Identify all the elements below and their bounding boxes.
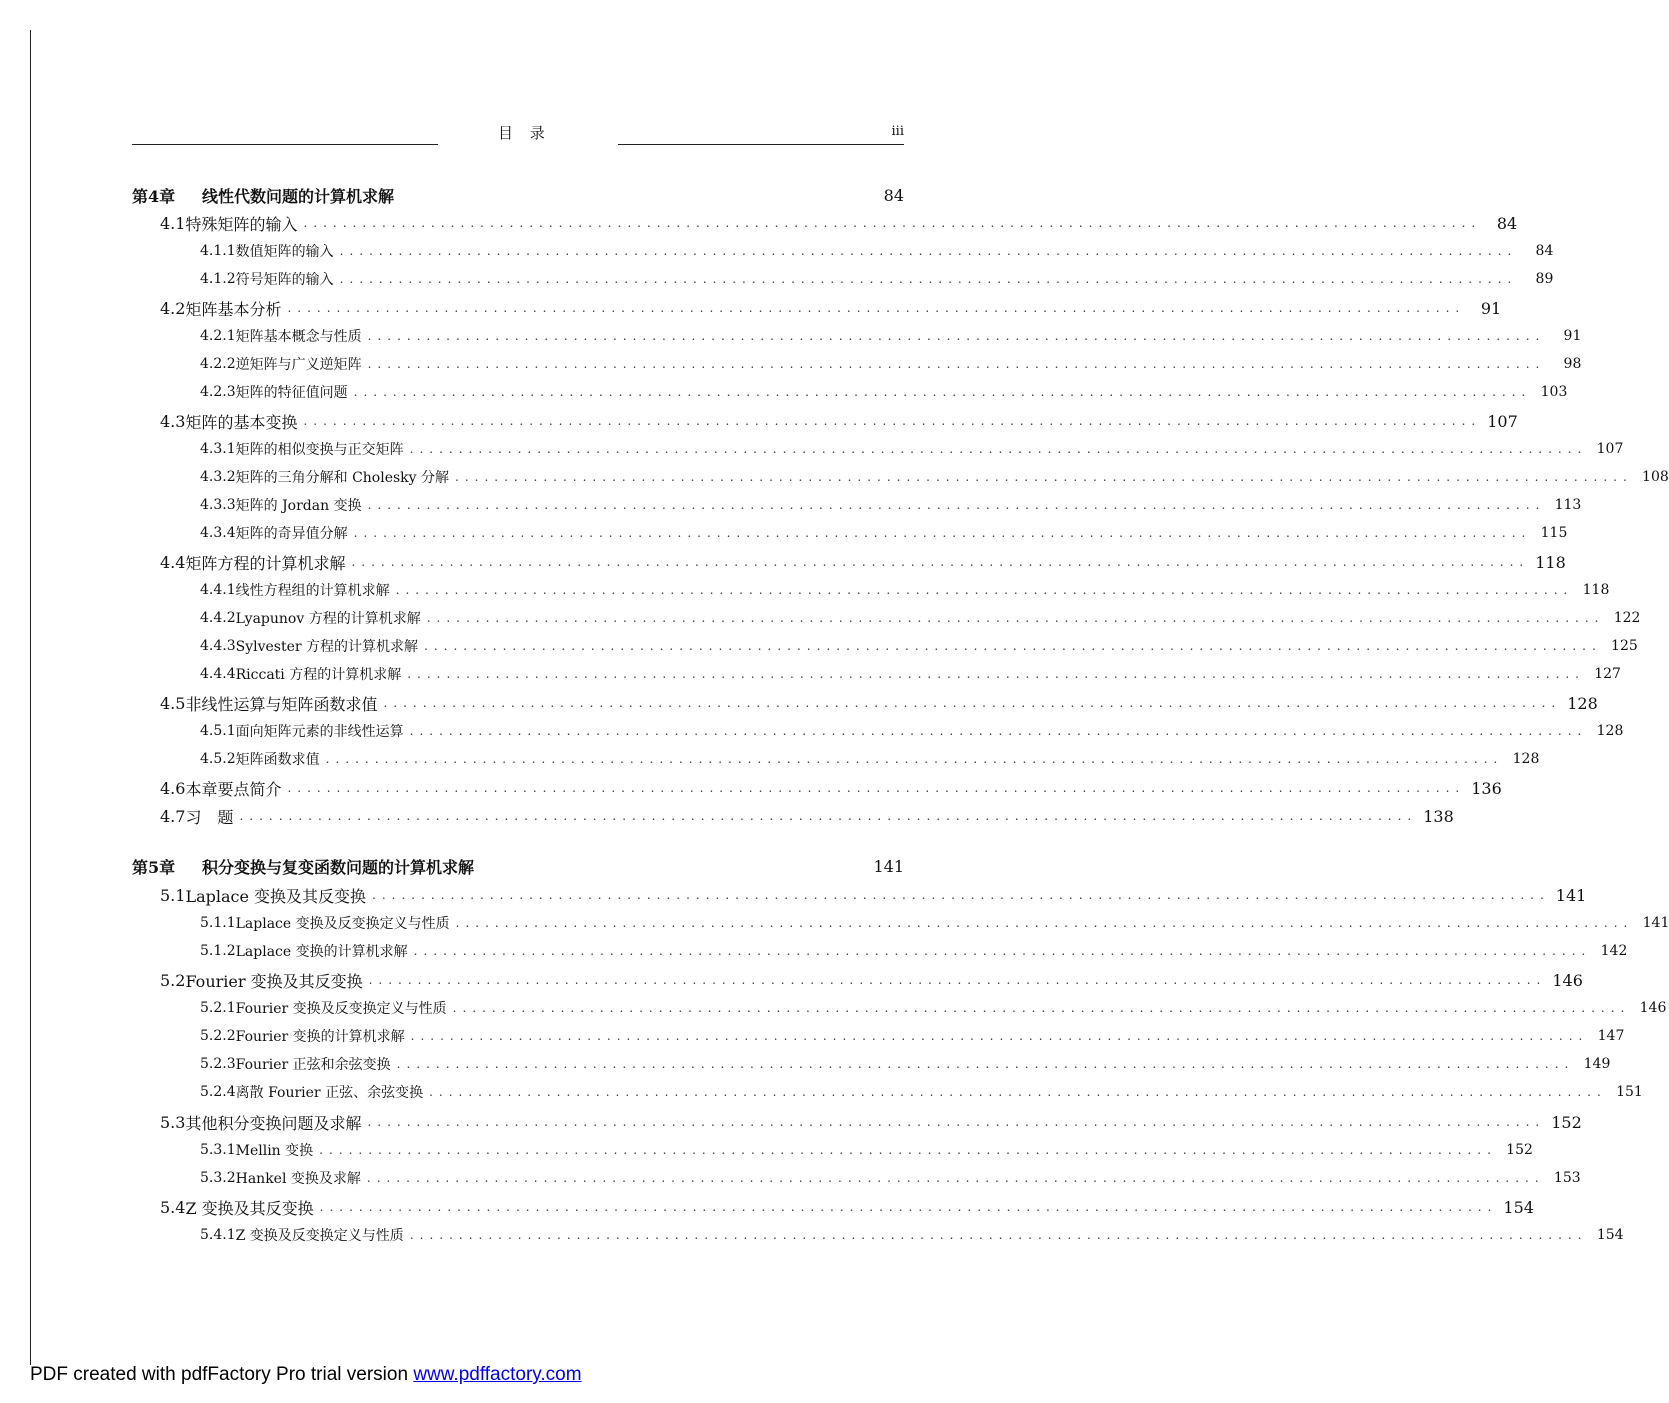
toc-leader-dots: ........................................................................................................................ bbox=[455, 470, 1633, 484]
toc-entry-title: Fourier 变换的计算机求解 bbox=[235, 1029, 405, 1045]
toc-entry-title: 离散 Fourier 正弦、余弦变换 bbox=[235, 1085, 424, 1101]
toc-entry-title: Lyapunov 方程的计算机求解 bbox=[235, 611, 421, 627]
toc-leader-dots: ........................................................................................................................ bbox=[409, 1228, 1588, 1242]
toc-entry-title: Laplace 变换及反变换定义与性质 bbox=[235, 916, 450, 932]
toc-entry-page: 154 bbox=[1503, 1197, 1534, 1217]
toc-entry-page: 136 bbox=[1471, 778, 1502, 798]
toc-entry-subsection[interactable] bbox=[132, 578, 1610, 602]
toc-entry-page: 118 bbox=[1535, 552, 1566, 572]
toc-entry-subsection[interactable] bbox=[132, 1052, 1611, 1076]
toc-leader-dots: ........................................................................................................................ bbox=[339, 244, 1518, 258]
toc-entry-page: 118 bbox=[1582, 582, 1610, 598]
toc-entry-number: 4.2.3 bbox=[200, 384, 236, 400]
toc-entry-number: 4.1.2 bbox=[200, 271, 236, 287]
toc-leader-dots: ........................................................................................................................ bbox=[239, 809, 1418, 823]
toc-entry-number: 5.1.2 bbox=[200, 943, 236, 959]
toc-leader-dots: ........................................................................................................................ bbox=[429, 1085, 1607, 1099]
toc-entry-page: 98 bbox=[1563, 356, 1582, 372]
toc-entry-number: 第5章 bbox=[132, 857, 176, 877]
toc-entry-section[interactable] bbox=[132, 968, 1583, 992]
toc-entry-number: 4.3.4 bbox=[200, 525, 236, 541]
header-page-number: iii bbox=[891, 124, 904, 139]
toc-entry-subsection[interactable] bbox=[132, 380, 1568, 404]
toc-entry-subsection[interactable] bbox=[132, 437, 1624, 461]
toc-leader-dots: ........................................................................................................................ bbox=[367, 357, 1546, 371]
toc-entry-title: 其他积分变换问题及求解 bbox=[185, 1113, 362, 1133]
toc-leader-dots: ........................................................................................................................ bbox=[368, 973, 1547, 987]
toc-entry-number: 5.3.2 bbox=[200, 1170, 236, 1186]
header-title: 目 录 bbox=[498, 124, 551, 142]
toc-leader-dots: ........................................................................................................................ bbox=[395, 583, 1574, 597]
toc-entry-section[interactable] bbox=[132, 776, 1502, 800]
toc-entry-page: 122 bbox=[1613, 610, 1641, 626]
toc-entry-title: Mellin 变换 bbox=[235, 1143, 314, 1159]
toc-leader-dots: ........................................................................................................................ bbox=[409, 442, 1588, 456]
toc-entry-title: 习 题 bbox=[185, 807, 234, 827]
toc-entry-number: 4.4.1 bbox=[200, 582, 236, 598]
toc-leader-dots: ........................................................................................................................ bbox=[339, 272, 1518, 286]
toc-entry-page: 128 bbox=[1596, 723, 1624, 739]
toc-entry-title: 矩阵的 Jordan 变换 bbox=[235, 498, 362, 514]
toc-entry-title: Riccati 方程的计算机求解 bbox=[235, 667, 402, 683]
toc-entry-number: 4.6 bbox=[160, 778, 186, 798]
toc-entry-subsection[interactable] bbox=[132, 324, 1582, 348]
toc-entry-title: 数值矩阵的输入 bbox=[235, 244, 334, 260]
toc-entry-page: 107 bbox=[1596, 441, 1624, 457]
toc-entry-number: 4.3.2 bbox=[200, 469, 236, 485]
toc-leader-dots: ........................................................................................................................ bbox=[303, 216, 1482, 230]
toc-entry-title: Fourier 变换及其反变换 bbox=[185, 971, 363, 991]
toc-entry-number: 4.2 bbox=[160, 298, 186, 318]
toc-entry-page: 141 bbox=[873, 856, 904, 876]
toc-entry-title: 线性代数问题的计算机求解 bbox=[202, 186, 395, 206]
toc-entry-section[interactable] bbox=[132, 550, 1566, 574]
toc-entry-number: 4.5.1 bbox=[200, 723, 236, 739]
toc-entry-section[interactable] bbox=[132, 691, 1598, 715]
toc-leader-dots: ........................................................................................................................ bbox=[287, 781, 1466, 795]
footer-text: PDF created with pdfFactory Pro trial version bbox=[30, 1364, 414, 1385]
toc-entry-title: Z 变换及反变换定义与性质 bbox=[235, 1228, 404, 1244]
toc-entry-title: 逆矩阵与广义逆矩阵 bbox=[235, 357, 362, 373]
toc-entry-number: 4.3.1 bbox=[200, 441, 236, 457]
toc-entry-title: 本章要点简介 bbox=[185, 779, 282, 799]
toc-entry-number: 5.2 bbox=[160, 970, 186, 990]
toc-entry-number: 4.4 bbox=[160, 552, 186, 572]
footer-link[interactable]: www.pdffactory.com bbox=[413, 1364, 582, 1385]
toc-entry-subsection[interactable] bbox=[132, 662, 1621, 686]
toc-entry-subsection[interactable] bbox=[132, 352, 1582, 376]
toc-leader-dots: ........................................................................................................................ bbox=[366, 1171, 1545, 1185]
toc-leader-dots: ........................................................................................................................ bbox=[351, 555, 1530, 569]
toc-entry-page: 127 bbox=[1594, 666, 1621, 682]
toc-entry-page: 91 bbox=[1480, 298, 1502, 318]
toc-entry-number: 5.1 bbox=[160, 885, 186, 905]
toc-entry-page: 142 bbox=[1600, 943, 1628, 959]
toc-entry-number: 4.1 bbox=[160, 213, 186, 233]
toc-leader-dots: ........................................................................................................................ bbox=[287, 301, 1466, 315]
toc-entry-page: 89 bbox=[1535, 271, 1554, 287]
toc-entry-subsection[interactable] bbox=[132, 1024, 1625, 1048]
toc-entry-page: 128 bbox=[1567, 693, 1598, 713]
toc-entry-number: 4.7 bbox=[160, 806, 186, 826]
toc-entry-number: 4.5 bbox=[160, 693, 186, 713]
header-rule-right bbox=[618, 144, 904, 145]
toc-entry-page: 84 bbox=[1535, 243, 1554, 259]
toc-entry-section[interactable] bbox=[132, 296, 1502, 320]
toc-leader-dots: ........................................................................................................................ bbox=[383, 696, 1562, 710]
toc-entry-page: 146 bbox=[1639, 1000, 1667, 1016]
toc-entry-section[interactable] bbox=[132, 211, 1518, 235]
toc-entry-subsection[interactable] bbox=[132, 747, 1540, 771]
toc-entry-title: Fourier 正弦和余弦变换 bbox=[235, 1057, 391, 1073]
toc-leader-dots: ........................................................................................................................ bbox=[353, 526, 1532, 540]
toc-leader-dots: ........................................................................................................................ bbox=[424, 639, 1602, 653]
toc-entry-title: Laplace 变换的计算机求解 bbox=[235, 944, 408, 960]
toc-entry-number: 4.2.2 bbox=[200, 356, 236, 372]
toc-leader-dots: ........................................................................................................................ bbox=[396, 1057, 1575, 1071]
toc-entry-number: 4.2.1 bbox=[200, 328, 236, 344]
toc-entry-page: 152 bbox=[1551, 1112, 1582, 1132]
page-header bbox=[132, 118, 904, 148]
toc-entry-title: 矩阵的相似变换与正交矩阵 bbox=[235, 442, 404, 458]
toc-leader-dots: ........................................................................................................................ bbox=[367, 498, 1546, 512]
toc-entry-subsection[interactable] bbox=[132, 996, 1667, 1020]
toc-entry-title: 矩阵方程的计算机求解 bbox=[185, 553, 346, 573]
page-margin-line bbox=[30, 30, 31, 1365]
toc-entry-subsection[interactable] bbox=[132, 1223, 1624, 1247]
toc-entry-number: 4.3.3 bbox=[200, 497, 236, 513]
toc-entry-title: 矩阵的特征值问题 bbox=[235, 385, 348, 401]
toc-entry-title: 特殊矩阵的输入 bbox=[185, 214, 298, 234]
toc-leader-dots: ........................................................................................................................ bbox=[426, 611, 1605, 625]
toc-entry-page: 125 bbox=[1611, 638, 1638, 654]
toc-entry-page: 152 bbox=[1506, 1142, 1533, 1158]
toc-entry-subsection[interactable] bbox=[132, 1080, 1643, 1104]
toc-leader-dots: ........................................................................................................................ bbox=[372, 888, 1550, 902]
toc-entry-title: Z 变换及其反变换 bbox=[185, 1198, 314, 1218]
toc-entry-page: 107 bbox=[1487, 411, 1518, 431]
toc-entry-number: 第4章 bbox=[132, 186, 176, 206]
toc-entry-number: 4.4.2 bbox=[200, 610, 236, 626]
toc-entry-title: 矩阵函数求值 bbox=[235, 752, 320, 768]
toc-entry-page: 138 bbox=[1423, 806, 1454, 826]
toc-entry-title: 矩阵基本概念与性质 bbox=[235, 329, 362, 345]
toc-entry-number: 5.2.3 bbox=[200, 1056, 236, 1072]
toc-entry-section[interactable] bbox=[132, 804, 1454, 828]
toc-leader-dots: ........................................................................................................................ bbox=[367, 329, 1546, 343]
toc-leader-dots: ........................................................................................................................ bbox=[410, 1029, 1589, 1043]
toc-entry-page: 149 bbox=[1583, 1056, 1611, 1072]
toc-entry-number: 4.1.1 bbox=[200, 243, 236, 259]
toc-entry-page: 84 bbox=[883, 185, 904, 205]
toc-entry-subsection[interactable] bbox=[132, 239, 1554, 263]
toc-entry-section[interactable] bbox=[132, 1110, 1582, 1134]
toc-leader-dots: ........................................................................................................................ bbox=[452, 1001, 1631, 1015]
toc-entry-title: 线性方程组的计算机求解 bbox=[235, 583, 390, 599]
toc-leader-dots: ........................................................................................................................ bbox=[319, 1143, 1497, 1157]
toc-leader-dots: ........................................................................................................................ bbox=[303, 414, 1482, 428]
toc-entry-page: 141 bbox=[1642, 915, 1669, 931]
toc-entry-title: 非线性运算与矩阵函数求值 bbox=[185, 694, 378, 714]
toc-entry-page: 103 bbox=[1540, 384, 1568, 400]
toc-entry-chapter[interactable] bbox=[132, 183, 904, 207]
toc-entry-number: 5.2.1 bbox=[200, 1000, 236, 1016]
toc-entry-page: 84 bbox=[1496, 213, 1518, 233]
toc-entry-page: 151 bbox=[1616, 1084, 1643, 1100]
toc-entry-number: 4.5.2 bbox=[200, 751, 236, 767]
toc-entry-title: Sylvester 方程的计算机求解 bbox=[235, 639, 419, 655]
toc-entry-page: 147 bbox=[1597, 1028, 1625, 1044]
toc-entry-number: 4.3 bbox=[160, 411, 186, 431]
toc-entry-title: Laplace 变换及其反变换 bbox=[185, 886, 367, 906]
toc-leader-dots: ........................................................................................................................ bbox=[407, 667, 1585, 681]
toc-entry-subsection[interactable] bbox=[132, 939, 1628, 963]
toc-leader-dots: ........................................................................................................................ bbox=[367, 1115, 1546, 1129]
toc-entry-section[interactable] bbox=[132, 883, 1587, 907]
toc-entry-number: 5.2.2 bbox=[200, 1028, 236, 1044]
toc-entry-title: 矩阵的基本变换 bbox=[185, 412, 298, 432]
toc-entry-subsection[interactable] bbox=[132, 1138, 1533, 1162]
toc-entry-title: Hankel 变换及求解 bbox=[235, 1171, 361, 1187]
toc-entry-subsection[interactable] bbox=[132, 606, 1641, 630]
toc-entry-number: 5.4 bbox=[160, 1197, 186, 1217]
toc-entry-section[interactable] bbox=[132, 409, 1518, 433]
toc-entry-page: 153 bbox=[1553, 1170, 1581, 1186]
toc-leader-dots: ........................................................................................................................ bbox=[413, 944, 1592, 958]
toc-leader-dots: ........................................................................................................................ bbox=[455, 916, 1634, 930]
toc-entry-number: 4.4.4 bbox=[200, 666, 236, 682]
toc-entry-page: 115 bbox=[1540, 525, 1568, 541]
toc-entry-subsection[interactable] bbox=[132, 1166, 1581, 1190]
pdf-footer bbox=[30, 1364, 582, 1386]
toc-entry-page: 108 bbox=[1642, 469, 1669, 485]
toc-entry-number: 5.1.1 bbox=[200, 915, 236, 931]
toc-entry-title: 矩阵的奇异值分解 bbox=[235, 526, 348, 542]
toc-entry-subsection[interactable] bbox=[132, 521, 1568, 545]
toc-entry-subsection[interactable] bbox=[132, 493, 1582, 517]
toc-entry-title: 面向矩阵元素的非线性运算 bbox=[235, 724, 404, 740]
toc-entry-page: 154 bbox=[1596, 1227, 1624, 1243]
toc-entry-page: 113 bbox=[1554, 497, 1582, 513]
toc-entry-chapter[interactable] bbox=[132, 854, 904, 878]
toc-leader-dots: ........................................................................................................................ bbox=[319, 1200, 1498, 1214]
toc-entry-title: 积分变换与复变函数问题的计算机求解 bbox=[202, 857, 475, 877]
toc-entry-page: 141 bbox=[1555, 885, 1587, 905]
toc-entry-subsection[interactable] bbox=[132, 267, 1554, 291]
toc-entry-section[interactable] bbox=[132, 1195, 1534, 1219]
toc-entry-number: 4.4.3 bbox=[200, 638, 236, 654]
toc-entry-title: Fourier 变换及反变换定义与性质 bbox=[235, 1001, 447, 1017]
toc-entry-number: 5.3 bbox=[160, 1112, 186, 1132]
toc-entry-subsection[interactable] bbox=[132, 634, 1638, 658]
toc-entry-title: 矩阵的三角分解和 Cholesky 分解 bbox=[235, 470, 450, 486]
toc-leader-dots: ........................................................................................................................ bbox=[353, 385, 1532, 399]
toc-entry-title: 符号矩阵的输入 bbox=[235, 272, 334, 288]
toc-entry-number: 5.3.1 bbox=[200, 1142, 236, 1158]
toc-entry-subsection[interactable] bbox=[132, 465, 1669, 489]
toc-entry-page: 128 bbox=[1512, 751, 1540, 767]
header-rule-left bbox=[132, 144, 438, 145]
toc-entry-title: 矩阵基本分析 bbox=[185, 299, 282, 319]
toc-entry-subsection[interactable] bbox=[132, 911, 1669, 935]
toc-entry-subsection[interactable] bbox=[132, 719, 1624, 743]
toc-leader-dots: ........................................................................................................................ bbox=[325, 752, 1504, 766]
toc-entry-number: 5.2.4 bbox=[200, 1084, 236, 1100]
toc-entry-page: 146 bbox=[1552, 970, 1583, 990]
toc-entry-number: 5.4.1 bbox=[200, 1227, 236, 1243]
toc-entry-page: 91 bbox=[1563, 328, 1582, 344]
toc-leader-dots: ........................................................................................................................ bbox=[409, 724, 1588, 738]
